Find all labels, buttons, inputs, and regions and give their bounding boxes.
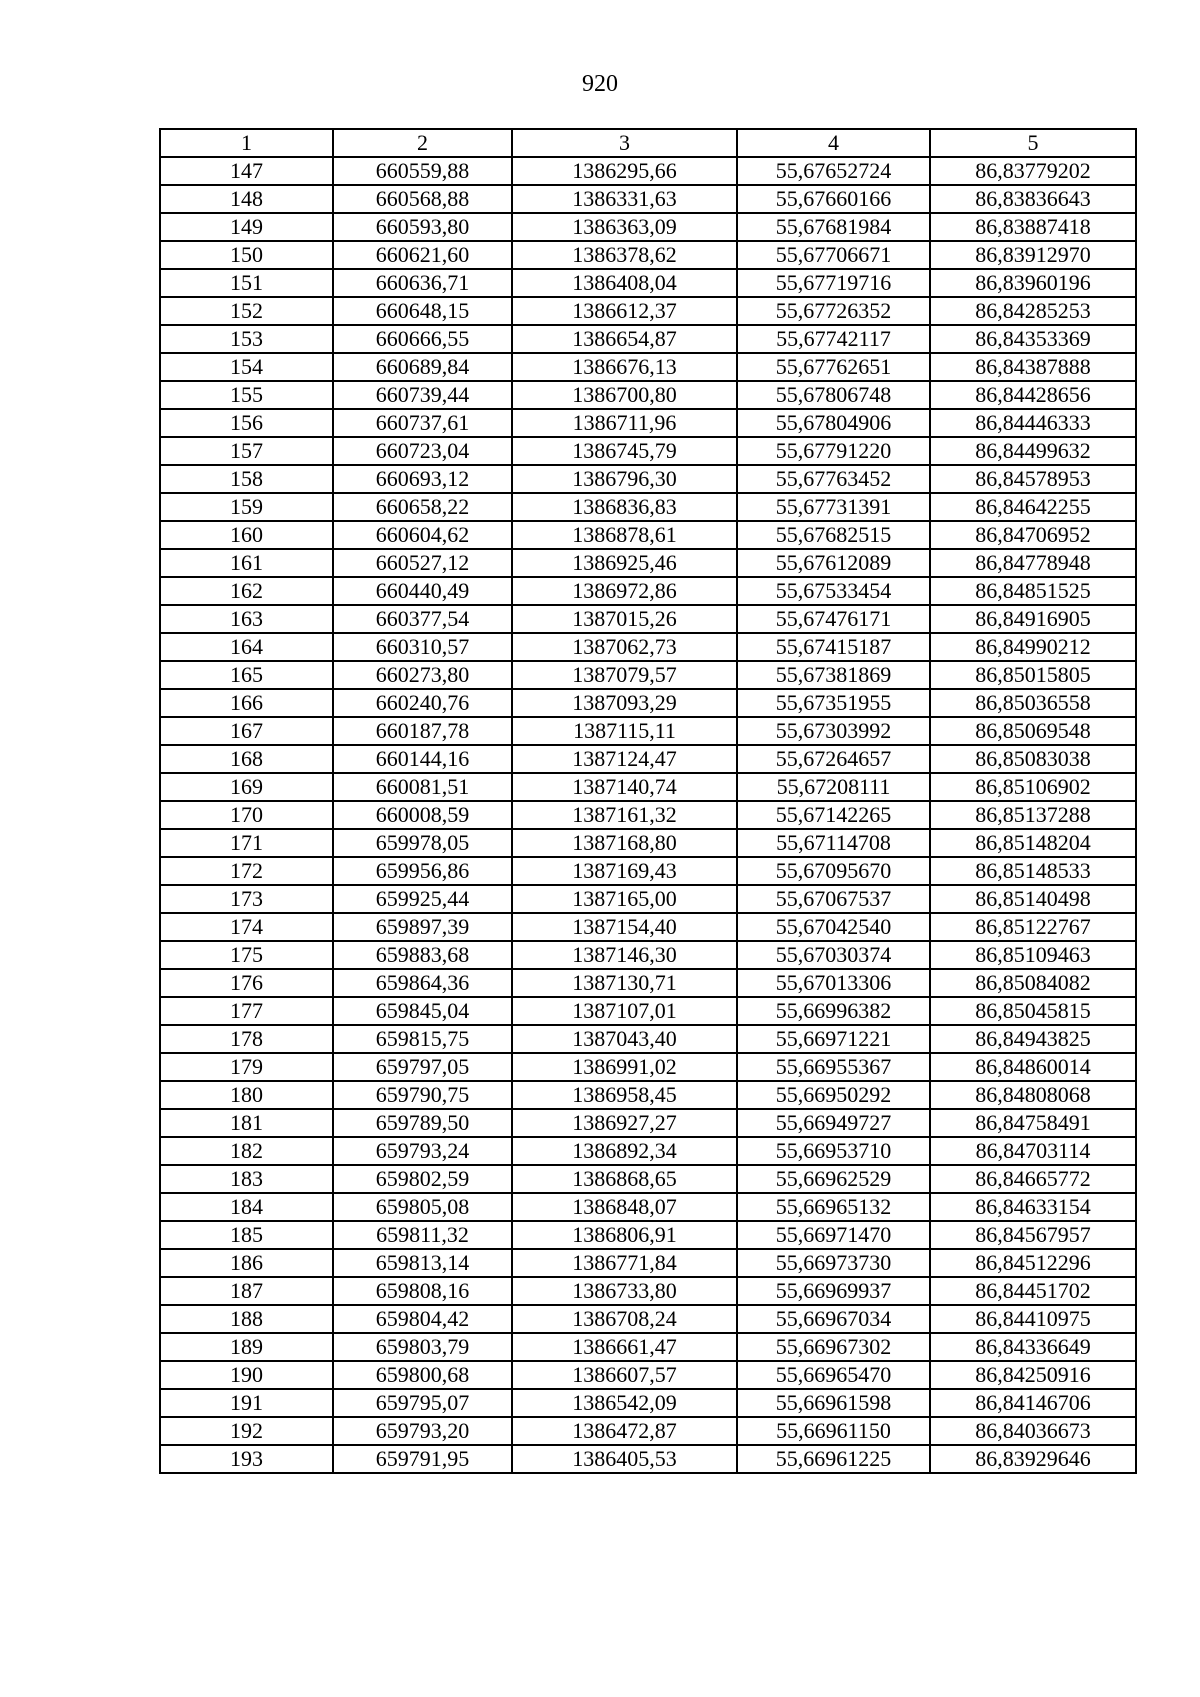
latitude-cell: 55,67381869 (737, 661, 930, 689)
longitude-cell: 86,85015805 (930, 661, 1136, 689)
longitude-cell: 86,83960196 (930, 269, 1136, 297)
longitude-cell: 86,83929646 (930, 1445, 1136, 1473)
table-row (160, 1109, 1136, 1137)
x-coordinate-cell: 660187,78 (333, 717, 512, 745)
latitude-cell: 55,67742117 (737, 325, 930, 353)
x-coordinate-cell: 660559,88 (333, 157, 512, 185)
y-coordinate-cell: 1387115,11 (512, 717, 737, 745)
longitude-cell: 86,84353369 (930, 325, 1136, 353)
y-coordinate-cell: 1386848,07 (512, 1193, 737, 1221)
table-row (160, 325, 1136, 353)
table-row (160, 549, 1136, 577)
latitude-cell: 55,67763452 (737, 465, 930, 493)
y-coordinate-cell: 1386542,09 (512, 1389, 737, 1417)
x-coordinate-cell: 659790,75 (333, 1081, 512, 1109)
y-coordinate-cell: 1386331,63 (512, 185, 737, 213)
y-coordinate-cell: 1386927,27 (512, 1109, 737, 1137)
latitude-cell: 55,66967302 (737, 1333, 930, 1361)
point-number-cell: 178 (160, 1025, 333, 1053)
point-number-cell: 185 (160, 1221, 333, 1249)
table-row (160, 605, 1136, 633)
x-coordinate-cell: 659815,75 (333, 1025, 512, 1053)
x-coordinate-cell: 660666,55 (333, 325, 512, 353)
x-coordinate-cell: 659845,04 (333, 997, 512, 1025)
longitude-cell: 86,85045815 (930, 997, 1136, 1025)
y-coordinate-cell: 1387015,26 (512, 605, 737, 633)
x-coordinate-cell: 660273,80 (333, 661, 512, 689)
point-number-cell: 171 (160, 829, 333, 857)
latitude-cell: 55,67806748 (737, 381, 930, 409)
longitude-cell: 86,84642255 (930, 493, 1136, 521)
table-row (160, 801, 1136, 829)
longitude-cell: 86,84758491 (930, 1109, 1136, 1137)
point-number-cell: 150 (160, 241, 333, 269)
longitude-cell: 86,85109463 (930, 941, 1136, 969)
latitude-cell: 55,67731391 (737, 493, 930, 521)
table-row (160, 745, 1136, 773)
longitude-cell: 86,84851525 (930, 577, 1136, 605)
x-coordinate-cell: 660636,71 (333, 269, 512, 297)
point-number-cell: 154 (160, 353, 333, 381)
x-coordinate-cell: 659804,42 (333, 1305, 512, 1333)
table-row (160, 857, 1136, 885)
latitude-cell: 55,67791220 (737, 437, 930, 465)
table-row (160, 1025, 1136, 1053)
longitude-cell: 86,85140498 (930, 885, 1136, 913)
y-coordinate-cell: 1386892,34 (512, 1137, 737, 1165)
point-number-cell: 159 (160, 493, 333, 521)
y-coordinate-cell: 1386676,13 (512, 353, 737, 381)
table-row (160, 1417, 1136, 1445)
longitude-cell: 86,84943825 (930, 1025, 1136, 1053)
longitude-cell: 86,84916905 (930, 605, 1136, 633)
table-row (160, 1165, 1136, 1193)
y-coordinate-cell: 1386796,30 (512, 465, 737, 493)
latitude-cell: 55,66969937 (737, 1277, 930, 1305)
point-number-cell: 169 (160, 773, 333, 801)
latitude-cell: 55,66996382 (737, 997, 930, 1025)
point-number-cell: 180 (160, 1081, 333, 1109)
x-coordinate-cell: 660008,59 (333, 801, 512, 829)
point-number-cell: 173 (160, 885, 333, 913)
point-number-cell: 148 (160, 185, 333, 213)
x-coordinate-cell: 660593,80 (333, 213, 512, 241)
table-row (160, 353, 1136, 381)
latitude-cell: 55,67660166 (737, 185, 930, 213)
table-row (160, 521, 1136, 549)
latitude-cell: 55,67719716 (737, 269, 930, 297)
y-coordinate-cell: 1387140,74 (512, 773, 737, 801)
column-header: 5 (930, 129, 1136, 157)
point-number-cell: 157 (160, 437, 333, 465)
longitude-cell: 86,85084082 (930, 969, 1136, 997)
longitude-cell: 86,84778948 (930, 549, 1136, 577)
longitude-cell: 86,84567957 (930, 1221, 1136, 1249)
point-number-cell: 181 (160, 1109, 333, 1137)
column-header: 2 (333, 129, 512, 157)
point-number-cell: 156 (160, 409, 333, 437)
point-number-cell: 149 (160, 213, 333, 241)
x-coordinate-cell: 660737,61 (333, 409, 512, 437)
table-row (160, 1333, 1136, 1361)
y-coordinate-cell: 1386472,87 (512, 1417, 737, 1445)
point-number-cell: 167 (160, 717, 333, 745)
table-row (160, 1137, 1136, 1165)
table-row (160, 1305, 1136, 1333)
latitude-cell: 55,67208111 (737, 773, 930, 801)
latitude-cell: 55,66967034 (737, 1305, 930, 1333)
longitude-cell: 86,83912970 (930, 241, 1136, 269)
table-row (160, 1081, 1136, 1109)
longitude-cell: 86,85106902 (930, 773, 1136, 801)
point-number-cell: 153 (160, 325, 333, 353)
longitude-cell: 86,84633154 (930, 1193, 1136, 1221)
latitude-cell: 55,66962529 (737, 1165, 930, 1193)
point-number-cell: 193 (160, 1445, 333, 1473)
point-number-cell: 160 (160, 521, 333, 549)
x-coordinate-cell: 659793,24 (333, 1137, 512, 1165)
column-header: 1 (160, 129, 333, 157)
point-number-cell: 168 (160, 745, 333, 773)
point-number-cell: 166 (160, 689, 333, 717)
x-coordinate-cell: 659864,36 (333, 969, 512, 997)
latitude-cell: 55,66971470 (737, 1221, 930, 1249)
longitude-cell: 86,85148533 (930, 857, 1136, 885)
y-coordinate-cell: 1386654,87 (512, 325, 737, 353)
latitude-cell: 55,67533454 (737, 577, 930, 605)
point-number-cell: 186 (160, 1249, 333, 1277)
table-body (160, 157, 1136, 1473)
x-coordinate-cell: 659956,86 (333, 857, 512, 885)
point-number-cell: 191 (160, 1389, 333, 1417)
point-number-cell: 184 (160, 1193, 333, 1221)
latitude-cell: 55,66961150 (737, 1417, 930, 1445)
table-row (160, 717, 1136, 745)
x-coordinate-cell: 660310,57 (333, 633, 512, 661)
latitude-cell: 55,67682515 (737, 521, 930, 549)
longitude-cell: 86,84451702 (930, 1277, 1136, 1305)
y-coordinate-cell: 1386607,57 (512, 1361, 737, 1389)
longitude-cell: 86,85137288 (930, 801, 1136, 829)
table-row (160, 297, 1136, 325)
latitude-cell: 55,67652724 (737, 157, 930, 185)
table-row (160, 913, 1136, 941)
x-coordinate-cell: 660604,62 (333, 521, 512, 549)
point-number-cell: 165 (160, 661, 333, 689)
table-row (160, 409, 1136, 437)
latitude-cell: 55,67706671 (737, 241, 930, 269)
x-coordinate-cell: 660440,49 (333, 577, 512, 605)
y-coordinate-cell: 1386700,80 (512, 381, 737, 409)
latitude-cell: 55,67142265 (737, 801, 930, 829)
latitude-cell: 55,67762651 (737, 353, 930, 381)
y-coordinate-cell: 1387124,47 (512, 745, 737, 773)
x-coordinate-cell: 659800,68 (333, 1361, 512, 1389)
table-row (160, 269, 1136, 297)
latitude-cell: 55,67067537 (737, 885, 930, 913)
latitude-cell: 55,66961598 (737, 1389, 930, 1417)
page-number: 920 (582, 71, 618, 97)
table-row (160, 437, 1136, 465)
point-number-cell: 188 (160, 1305, 333, 1333)
x-coordinate-cell: 659793,20 (333, 1417, 512, 1445)
longitude-cell: 86,84860014 (930, 1053, 1136, 1081)
point-number-cell: 158 (160, 465, 333, 493)
y-coordinate-cell: 1386378,62 (512, 241, 737, 269)
y-coordinate-cell: 1386363,09 (512, 213, 737, 241)
table-row (160, 1053, 1136, 1081)
table-row (160, 185, 1136, 213)
table-row (160, 1445, 1136, 1473)
y-coordinate-cell: 1386925,46 (512, 549, 737, 577)
point-number-cell: 152 (160, 297, 333, 325)
x-coordinate-cell: 659811,32 (333, 1221, 512, 1249)
y-coordinate-cell: 1387043,40 (512, 1025, 737, 1053)
point-number-cell: 164 (160, 633, 333, 661)
x-coordinate-cell: 659805,08 (333, 1193, 512, 1221)
point-number-cell: 162 (160, 577, 333, 605)
longitude-cell: 86,85083038 (930, 745, 1136, 773)
table-row (160, 941, 1136, 969)
longitude-cell: 86,83779202 (930, 157, 1136, 185)
table-header-row (160, 129, 1136, 157)
table-row (160, 577, 1136, 605)
y-coordinate-cell: 1387161,32 (512, 801, 737, 829)
point-number-cell: 192 (160, 1417, 333, 1445)
y-coordinate-cell: 1386295,66 (512, 157, 737, 185)
point-number-cell: 176 (160, 969, 333, 997)
x-coordinate-cell: 660568,88 (333, 185, 512, 213)
y-coordinate-cell: 1386878,61 (512, 521, 737, 549)
latitude-cell: 55,67013306 (737, 969, 930, 997)
table-row (160, 633, 1136, 661)
longitude-cell: 86,84578953 (930, 465, 1136, 493)
point-number-cell: 147 (160, 157, 333, 185)
point-number-cell: 190 (160, 1361, 333, 1389)
x-coordinate-cell: 659883,68 (333, 941, 512, 969)
x-coordinate-cell: 660240,76 (333, 689, 512, 717)
latitude-cell: 55,67042540 (737, 913, 930, 941)
longitude-cell: 86,84808068 (930, 1081, 1136, 1109)
table-row (160, 997, 1136, 1025)
table-row (160, 1277, 1136, 1305)
x-coordinate-cell: 659791,95 (333, 1445, 512, 1473)
table-row (160, 829, 1136, 857)
latitude-cell: 55,67095670 (737, 857, 930, 885)
x-coordinate-cell: 660693,12 (333, 465, 512, 493)
x-coordinate-cell: 659803,79 (333, 1333, 512, 1361)
longitude-cell: 86,84336649 (930, 1333, 1136, 1361)
table-row (160, 1221, 1136, 1249)
longitude-cell: 86,85036558 (930, 689, 1136, 717)
y-coordinate-cell: 1387107,01 (512, 997, 737, 1025)
table-row (160, 689, 1136, 717)
latitude-cell: 55,66961225 (737, 1445, 930, 1473)
y-coordinate-cell: 1386771,84 (512, 1249, 737, 1277)
y-coordinate-cell: 1387165,00 (512, 885, 737, 913)
longitude-cell: 86,85148204 (930, 829, 1136, 857)
table-row (160, 885, 1136, 913)
y-coordinate-cell: 1386408,04 (512, 269, 737, 297)
coordinates-table (159, 128, 1137, 1474)
point-number-cell: 187 (160, 1277, 333, 1305)
x-coordinate-cell: 660648,15 (333, 297, 512, 325)
longitude-cell: 86,84285253 (930, 297, 1136, 325)
longitude-cell: 86,84250916 (930, 1361, 1136, 1389)
point-number-cell: 183 (160, 1165, 333, 1193)
latitude-cell: 55,66955367 (737, 1053, 930, 1081)
y-coordinate-cell: 1386806,91 (512, 1221, 737, 1249)
table-row (160, 157, 1136, 185)
y-coordinate-cell: 1387079,57 (512, 661, 737, 689)
x-coordinate-cell: 659813,14 (333, 1249, 512, 1277)
y-coordinate-cell: 1387130,71 (512, 969, 737, 997)
point-number-cell: 163 (160, 605, 333, 633)
latitude-cell: 55,67681984 (737, 213, 930, 241)
y-coordinate-cell: 1386991,02 (512, 1053, 737, 1081)
latitude-cell: 55,66971221 (737, 1025, 930, 1053)
latitude-cell: 55,66950292 (737, 1081, 930, 1109)
longitude-cell: 86,84036673 (930, 1417, 1136, 1445)
longitude-cell: 86,85122767 (930, 913, 1136, 941)
x-coordinate-cell: 660527,12 (333, 549, 512, 577)
table-row (160, 381, 1136, 409)
x-coordinate-cell: 659925,44 (333, 885, 512, 913)
longitude-cell: 86,84499632 (930, 437, 1136, 465)
y-coordinate-cell: 1386711,96 (512, 409, 737, 437)
y-coordinate-cell: 1386836,83 (512, 493, 737, 521)
y-coordinate-cell: 1387146,30 (512, 941, 737, 969)
longitude-cell: 86,84146706 (930, 1389, 1136, 1417)
table-row (160, 241, 1136, 269)
table-row (160, 1361, 1136, 1389)
x-coordinate-cell: 659978,05 (333, 829, 512, 857)
latitude-cell: 55,66965470 (737, 1361, 930, 1389)
x-coordinate-cell: 660621,60 (333, 241, 512, 269)
y-coordinate-cell: 1386661,47 (512, 1333, 737, 1361)
longitude-cell: 86,85069548 (930, 717, 1136, 745)
table-row (160, 493, 1136, 521)
table-row (160, 969, 1136, 997)
table-row (160, 465, 1136, 493)
y-coordinate-cell: 1386745,79 (512, 437, 737, 465)
x-coordinate-cell: 660723,04 (333, 437, 512, 465)
point-number-cell: 151 (160, 269, 333, 297)
x-coordinate-cell: 660144,16 (333, 745, 512, 773)
x-coordinate-cell: 659808,16 (333, 1277, 512, 1305)
latitude-cell: 55,67612089 (737, 549, 930, 577)
point-number-cell: 179 (160, 1053, 333, 1081)
table-row (160, 1249, 1136, 1277)
column-header: 3 (512, 129, 737, 157)
longitude-cell: 86,84703114 (930, 1137, 1136, 1165)
point-number-cell: 161 (160, 549, 333, 577)
x-coordinate-cell: 659797,05 (333, 1053, 512, 1081)
longitude-cell: 86,84410975 (930, 1305, 1136, 1333)
point-number-cell: 174 (160, 913, 333, 941)
latitude-cell: 55,66953710 (737, 1137, 930, 1165)
y-coordinate-cell: 1387062,73 (512, 633, 737, 661)
y-coordinate-cell: 1386972,86 (512, 577, 737, 605)
point-number-cell: 172 (160, 857, 333, 885)
x-coordinate-cell: 659789,50 (333, 1109, 512, 1137)
x-coordinate-cell: 659897,39 (333, 913, 512, 941)
y-coordinate-cell: 1387169,43 (512, 857, 737, 885)
longitude-cell: 86,84990212 (930, 633, 1136, 661)
latitude-cell: 55,67351955 (737, 689, 930, 717)
y-coordinate-cell: 1386733,80 (512, 1277, 737, 1305)
table-row (160, 661, 1136, 689)
latitude-cell: 55,67415187 (737, 633, 930, 661)
latitude-cell: 55,67264657 (737, 745, 930, 773)
y-coordinate-cell: 1386958,45 (512, 1081, 737, 1109)
point-number-cell: 175 (160, 941, 333, 969)
latitude-cell: 55,67804906 (737, 409, 930, 437)
x-coordinate-cell: 660081,51 (333, 773, 512, 801)
longitude-cell: 86,84428656 (930, 381, 1136, 409)
longitude-cell: 86,83836643 (930, 185, 1136, 213)
longitude-cell: 86,84706952 (930, 521, 1136, 549)
point-number-cell: 177 (160, 997, 333, 1025)
x-coordinate-cell: 659802,59 (333, 1165, 512, 1193)
table-row (160, 1389, 1136, 1417)
latitude-cell: 55,66965132 (737, 1193, 930, 1221)
y-coordinate-cell: 1387154,40 (512, 913, 737, 941)
latitude-cell: 55,67303992 (737, 717, 930, 745)
longitude-cell: 86,84665772 (930, 1165, 1136, 1193)
table-row (160, 1193, 1136, 1221)
y-coordinate-cell: 1386868,65 (512, 1165, 737, 1193)
column-header: 4 (737, 129, 930, 157)
y-coordinate-cell: 1386612,37 (512, 297, 737, 325)
x-coordinate-cell: 660377,54 (333, 605, 512, 633)
latitude-cell: 55,67030374 (737, 941, 930, 969)
longitude-cell: 86,84387888 (930, 353, 1136, 381)
y-coordinate-cell: 1387168,80 (512, 829, 737, 857)
x-coordinate-cell: 660658,22 (333, 493, 512, 521)
table-row (160, 213, 1136, 241)
y-coordinate-cell: 1386708,24 (512, 1305, 737, 1333)
y-coordinate-cell: 1386405,53 (512, 1445, 737, 1473)
latitude-cell: 55,67114708 (737, 829, 930, 857)
point-number-cell: 170 (160, 801, 333, 829)
point-number-cell: 182 (160, 1137, 333, 1165)
x-coordinate-cell: 659795,07 (333, 1389, 512, 1417)
latitude-cell: 55,66949727 (737, 1109, 930, 1137)
longitude-cell: 86,84446333 (930, 409, 1136, 437)
longitude-cell: 86,83887418 (930, 213, 1136, 241)
table-row (160, 773, 1136, 801)
point-number-cell: 189 (160, 1333, 333, 1361)
x-coordinate-cell: 660739,44 (333, 381, 512, 409)
y-coordinate-cell: 1387093,29 (512, 689, 737, 717)
point-number-cell: 155 (160, 381, 333, 409)
latitude-cell: 55,67476171 (737, 605, 930, 633)
longitude-cell: 86,84512296 (930, 1249, 1136, 1277)
latitude-cell: 55,66973730 (737, 1249, 930, 1277)
latitude-cell: 55,67726352 (737, 297, 930, 325)
x-coordinate-cell: 660689,84 (333, 353, 512, 381)
